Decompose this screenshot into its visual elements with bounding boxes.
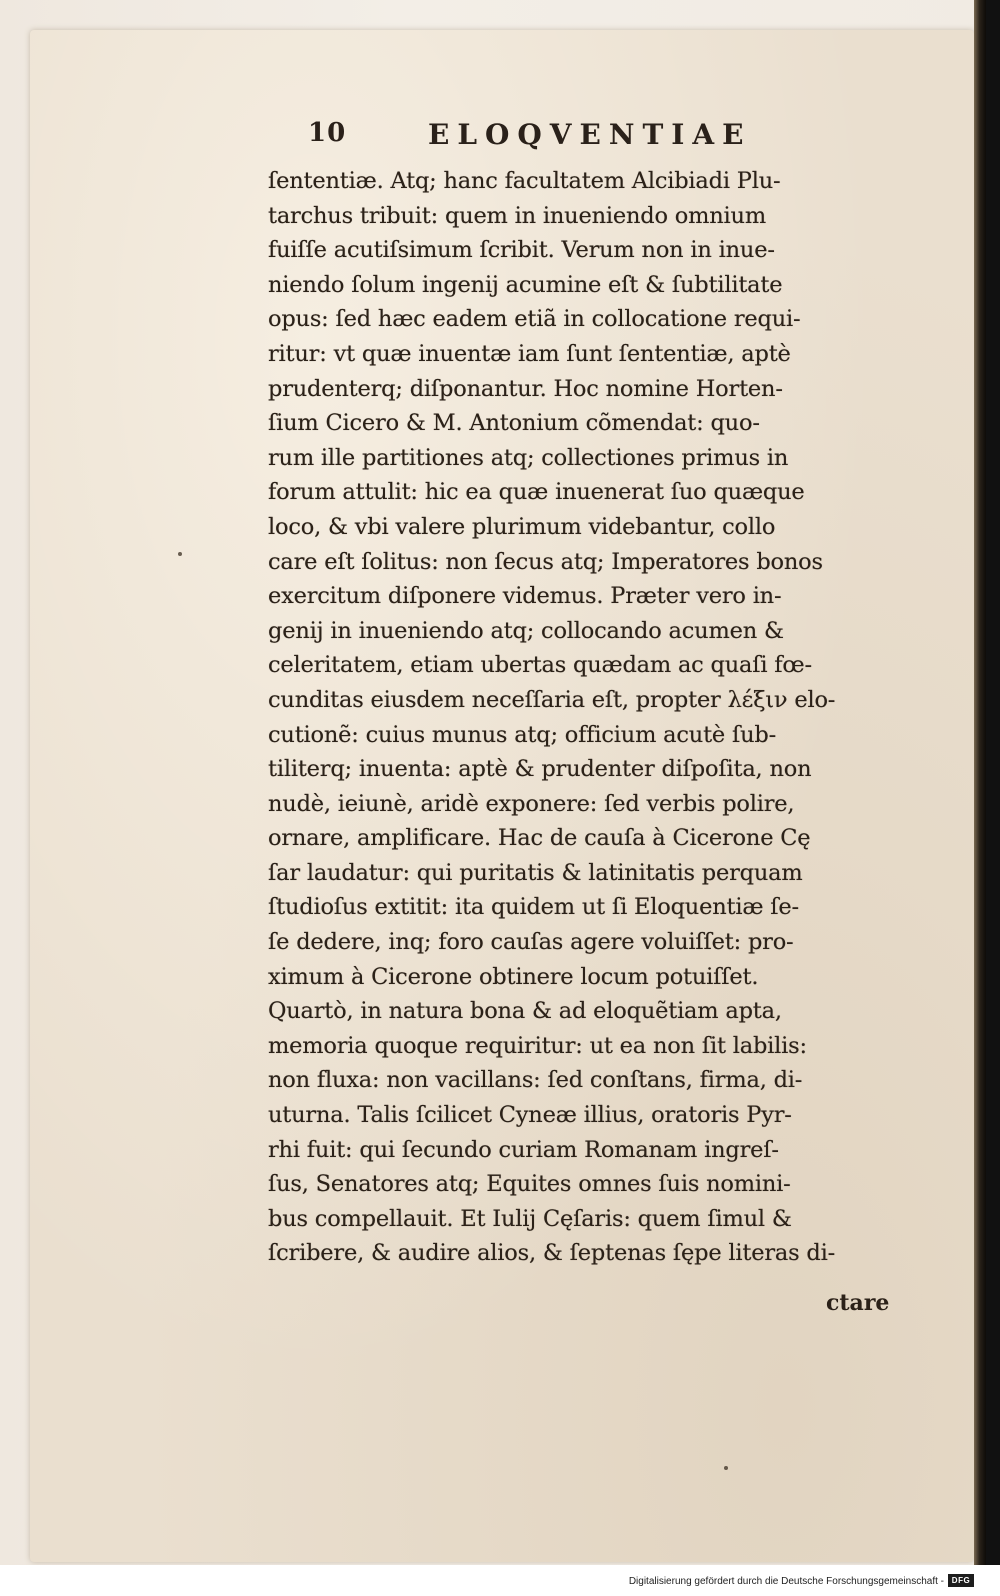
text-line: loco, & vbi valere plurimum videbantur, collo [268, 513, 776, 540]
text-line: ritur: vt quæ inuentæ iam ſunt ſententiæ, aptè [268, 340, 791, 367]
text-line: cutionẽ: cuius munus atq; officium acutè ſub- [268, 721, 777, 748]
text-line: ſe dedere, inq; foro cauſas agere voluiſſet: pro- [268, 929, 794, 956]
text-line: fuiſſe acutiſsimum ſcribit. Verum non in inue- [268, 237, 775, 264]
text-line: Quartò, in natura bona & ad eloquẽtiam apta, [268, 998, 782, 1025]
page-number: 10 [308, 118, 347, 148]
text-line: memoria quoque requiritur: ut ea non ſit labilis: [268, 1032, 807, 1059]
text-line: ſtudioſus extitit: ita quidem ut ſi Eloquentiæ ſe- [268, 894, 799, 921]
scan-edge [986, 0, 1000, 1565]
text-line: exercitum diſponere videmus. Præter vero in- [268, 583, 782, 610]
text-line: ſcribere, & audire alios, & ſeptenas ſępe literas di- [268, 1240, 836, 1267]
body-text [268, 164, 928, 1271]
text-line: ximum à Cicerone obtinere locum potuiſſet. [268, 963, 759, 990]
text-line: celeritatem, etiam ubertas quædam ac quaſi fœ- [268, 652, 812, 679]
text-line: genij in inueniendo atq; collocando acumen & [268, 617, 784, 644]
catchword: ctare [826, 1290, 890, 1316]
text-line: niendo ſolum ingenij acumine eſt & ſubtilitate [268, 271, 783, 298]
text-line: nudè, ieiunè, aridè exponere: ſed verbis polire, [268, 790, 795, 817]
text-line: bus compellauit. Et Iulij Cęſaris: quem ſimul & [268, 1205, 792, 1232]
text-line: ſententiæ. Atq; hanc facultatem Alcibiadi Plu- [268, 168, 781, 194]
dfg-logo-icon: DFG [948, 1574, 974, 1587]
paper-speck [178, 552, 182, 556]
text-line: tiliterq; inuenta: aptè & prudenter diſpoſita, non [268, 756, 812, 783]
text-line: non fluxa: non vacillans: ſed conſtans, firma, di- [268, 1067, 803, 1094]
page-edge-shadow [974, 0, 986, 1565]
text-line: opus: ſed hæc eadem etiã in collocatione requi- [268, 306, 801, 333]
text-line: forum attulit: hic ea quæ inuenerat ſuo quæque [268, 479, 805, 506]
text-line: ornare, amplificare. Hac de cauſa à Cicerone Cę [268, 825, 811, 852]
text-line: tarchus tribuit: quem in inueniendo omnium [268, 202, 766, 229]
text-line: cunditas eiusdem neceſſaria eſt, propter λέξιν elo- [268, 686, 836, 713]
paper-speck [724, 1466, 728, 1470]
page-header [308, 118, 768, 158]
text-line: ſium Cicero & M. Antonium cõmendat: quo- [268, 410, 760, 437]
text-line: prudenterq; diſponantur. Hoc nomine Horten- [268, 375, 783, 402]
text-line: rum ille partitiones atq; collectiones primus in [268, 444, 789, 471]
text-line: ſar laudatur: qui puritatis & latinitatis perquam [268, 859, 803, 886]
running-head: ELOQVENTIAE [428, 118, 752, 151]
text-line: ſus, Senatores atq; Equites omnes ſuis nomini- [268, 1171, 791, 1198]
text-line: uturna. Talis ſcilicet Cyneæ illius, oratoris Pyr- [268, 1102, 792, 1129]
text-line: care eſt ſolitus: non ſecus atq; Imperatores bonos [268, 548, 823, 575]
text-line: rhi fuit: qui ſecundo curiam Romanam ingreſ- [268, 1136, 779, 1163]
funding-credit: Digitalisierung gefördert durch die Deutsche Forschungsgemeinschaft - [628, 1576, 944, 1587]
